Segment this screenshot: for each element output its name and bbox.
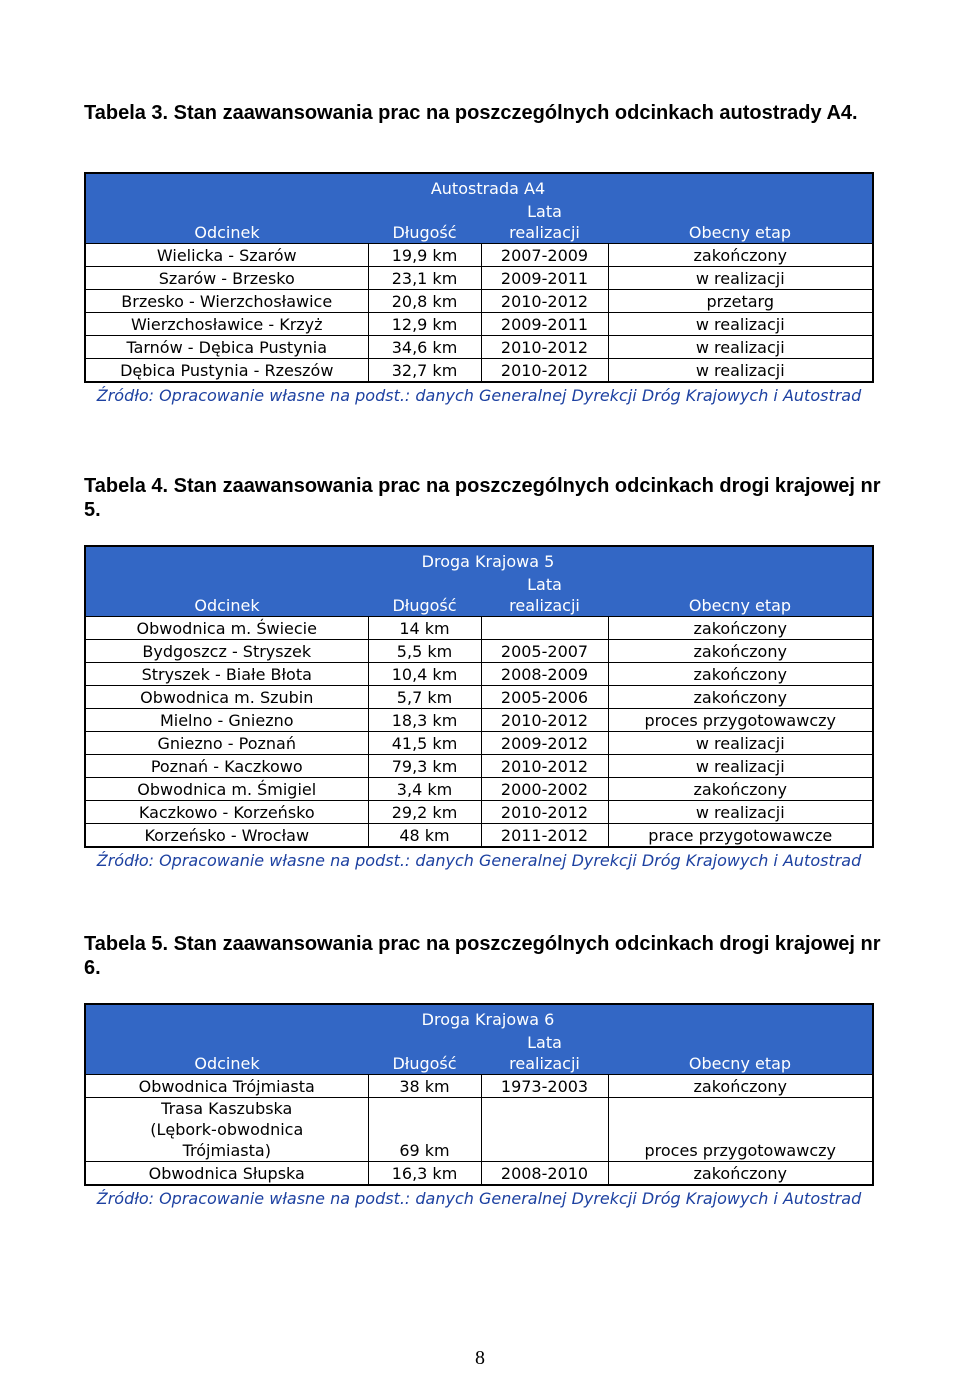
table-row [85, 1098, 873, 1162]
table-cell: 2009-2012 [481, 732, 608, 755]
table-cell: zakończony [608, 1075, 873, 1098]
table-cell: zakończony [608, 686, 873, 709]
table-row [85, 313, 873, 336]
table-cell: 10,4 km [368, 663, 481, 686]
table-cell: Korzeńsko - Wrocław [85, 824, 368, 848]
table-row [85, 824, 873, 848]
table-row [85, 290, 873, 313]
table-row [85, 663, 873, 686]
table-cell: 2010-2012 [481, 336, 608, 359]
table-cell: w realizacji [608, 732, 873, 755]
header-years: Lata realizacji [481, 199, 608, 244]
table-cell: zakończony [608, 1162, 873, 1186]
table-cell: 18,3 km [368, 709, 481, 732]
table-autostrada-a4 [84, 172, 874, 406]
table-cell: w realizacji [608, 336, 873, 359]
table-cell: Tarnów - Dębica Pustynia [85, 336, 368, 359]
table-row [85, 359, 873, 383]
table-cell: Mielno - Gniezno [85, 709, 368, 732]
table-cell: 48 km [368, 824, 481, 848]
table-cell: 2011-2012 [481, 824, 608, 848]
table-cell: 41,5 km [368, 732, 481, 755]
table-cell: 79,3 km [368, 755, 481, 778]
table-row [85, 709, 873, 732]
table-cell: w realizacji [608, 313, 873, 336]
table-cell: Obwodnica m. Szubin [85, 686, 368, 709]
table-row [85, 732, 873, 755]
table-row [85, 267, 873, 290]
page-number: 8 [475, 1347, 485, 1369]
table-cell: Obwodnica Trójmiasta [85, 1075, 368, 1098]
table-title: Autostrada A4 [368, 173, 608, 199]
source-note: Źródło: Opracowanie własne na podst.: danych Generalnej Dyrekcji Dróg Krajowych i Autostrad [96, 1189, 862, 1208]
table-cell: 19,9 km [368, 244, 481, 267]
table-cell: 16,3 km [368, 1162, 481, 1186]
table-3-caption: Tabela 3. Stan zaawansowania prac na poszczególnych odcinkach autostrady A4. [84, 102, 858, 124]
table-cell: Obwodnica m. Świecie [85, 617, 368, 640]
header-length: Długość [368, 1030, 481, 1075]
table-cell: w realizacji [608, 267, 873, 290]
table-cell: 2010-2012 [481, 755, 608, 778]
table-cell: Kaczkowo - Korzeńsko [85, 801, 368, 824]
table-cell: 2000-2002 [481, 778, 608, 801]
table-title: Droga Krajowa 5 [368, 546, 608, 572]
table-cell: 2005-2007 [481, 640, 608, 663]
header-length: Długość [368, 199, 481, 244]
table-cell: Obwodnica Słupska [85, 1162, 368, 1186]
header-section: Odcinek [85, 199, 368, 244]
header-length: Długość [368, 572, 481, 617]
table-cell: 14 km [368, 617, 481, 640]
table-cell [481, 1098, 608, 1162]
table-cell: 12,9 km [368, 313, 481, 336]
table-title: Droga Krajowa 6 [368, 1004, 608, 1030]
table-cell: 23,1 km [368, 267, 481, 290]
table-cell: 20,8 km [368, 290, 481, 313]
table-cell: 2010-2012 [481, 359, 608, 383]
table-row [85, 336, 873, 359]
table-cell: 2007-2009 [481, 244, 608, 267]
header-section: Odcinek [85, 572, 368, 617]
table-cell: prace przygotowawcze [608, 824, 873, 848]
table-cell: Szarów - Brzesko [85, 267, 368, 290]
table-cell: 1973-2003 [481, 1075, 608, 1098]
table-cell: w realizacji [608, 359, 873, 383]
header-stage: Obecny etap [608, 1030, 873, 1075]
table-cell: zakończony [608, 663, 873, 686]
table-cell: Obwodnica m. Śmigiel [85, 778, 368, 801]
table-row [85, 1162, 873, 1186]
table-cell: Poznań - Kaczkowo [85, 755, 368, 778]
header-years: Lata realizacji [481, 572, 608, 617]
table-cell: 2010-2012 [481, 290, 608, 313]
table-cell: 3,4 km [368, 778, 481, 801]
header-section: Odcinek [85, 1030, 368, 1075]
source-note: Źródło: Opracowanie własne na podst.: danych Generalnej Dyrekcji Dróg Krajowych i Autostrad [96, 851, 862, 870]
table-cell: proces przygotowawczy [608, 709, 873, 732]
table-row [85, 617, 873, 640]
table-cell: 2008-2009 [481, 663, 608, 686]
table-row [85, 778, 873, 801]
table-cell: Trasa Kaszubska (Lębork-obwodnica Trójmiasta) [85, 1098, 368, 1162]
table-cell: Gniezno - Poznań [85, 732, 368, 755]
table-cell: 2008-2010 [481, 1162, 608, 1186]
table-cell: zakończony [608, 640, 873, 663]
table-cell: 29,2 km [368, 801, 481, 824]
table-4-caption: Tabela 4. Stan zaawansowania prac na poszczególnych odcinkach drogi krajowej nr 5. [84, 475, 881, 521]
table-cell: 2010-2012 [481, 709, 608, 732]
table-row [85, 686, 873, 709]
table-cell: 2009-2011 [481, 313, 608, 336]
table-cell: zakończony [608, 778, 873, 801]
table-cell: Stryszek - Białe Błota [85, 663, 368, 686]
table-cell: zakończony [608, 244, 873, 267]
table-cell: 2010-2012 [481, 801, 608, 824]
table-cell [481, 617, 608, 640]
table-5-caption: Tabela 5. Stan zaawansowania prac na poszczególnych odcinkach drogi krajowej nr 6. [84, 933, 881, 979]
table-cell: Wielicka - Szarów [85, 244, 368, 267]
table-cell: 5,5 km [368, 640, 481, 663]
table-cell: przetarg [608, 290, 873, 313]
table-row [85, 1075, 873, 1098]
header-stage: Obecny etap [608, 572, 873, 617]
table-row [85, 244, 873, 267]
table-cell: 34,6 km [368, 336, 481, 359]
table-cell: Dębica Pustynia - Rzeszów [85, 359, 368, 383]
table-row [85, 755, 873, 778]
header-stage: Obecny etap [608, 199, 873, 244]
table-cell: Wierzchosławice - Krzyż [85, 313, 368, 336]
table-cell: w realizacji [608, 755, 873, 778]
table-cell: w realizacji [608, 801, 873, 824]
header-years: Lata realizacji [481, 1030, 608, 1075]
table-row [85, 640, 873, 663]
table-cell: proces przygotowawczy [608, 1098, 873, 1162]
table-cell: 5,7 km [368, 686, 481, 709]
table-cell: 69 km [368, 1098, 481, 1162]
table-cell: Bydgoszcz - Stryszek [85, 640, 368, 663]
table-row [85, 801, 873, 824]
table-droga-krajowa-6 [84, 1003, 874, 1209]
source-note: Źródło: Opracowanie własne na podst.: danych Generalnej Dyrekcji Dróg Krajowych i Autostrad [96, 386, 862, 405]
table-cell: 2009-2011 [481, 267, 608, 290]
table-cell: zakończony [608, 617, 873, 640]
table-cell: 38 km [368, 1075, 481, 1098]
table-cell: 32,7 km [368, 359, 481, 383]
table-cell: Brzesko - Wierzchosławice [85, 290, 368, 313]
table-cell: 2005-2006 [481, 686, 608, 709]
table-droga-krajowa-5 [84, 545, 874, 871]
